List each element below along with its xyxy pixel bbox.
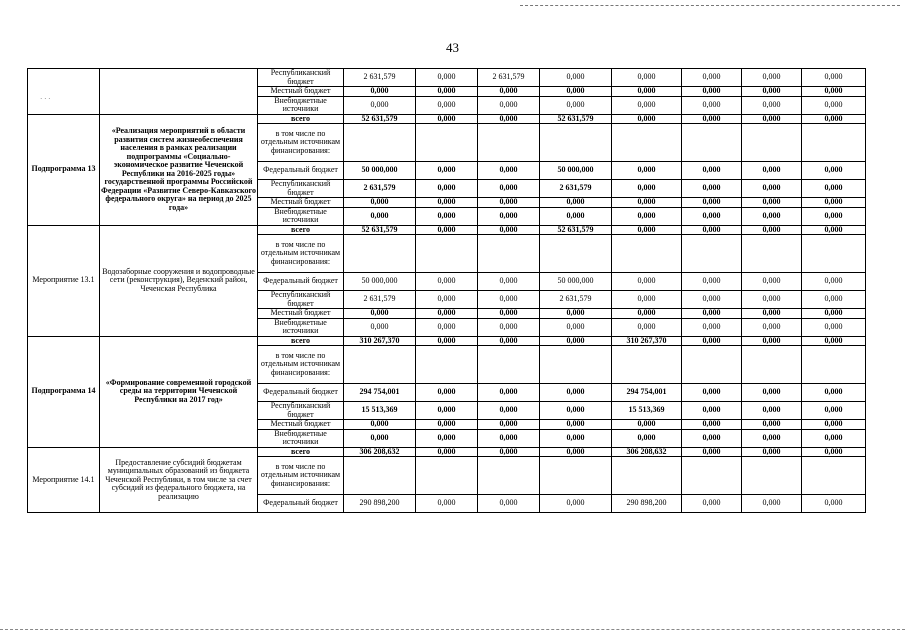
value-cell	[742, 457, 802, 495]
value-cell: 52 631,579	[344, 225, 416, 235]
value-cell: 0,000	[478, 336, 540, 346]
value-cell: 50 000,000	[540, 273, 612, 291]
value-cell: 0,000	[802, 96, 866, 114]
value-cell: 0,000	[478, 96, 540, 114]
value-cell: 0,000	[612, 207, 682, 225]
value-cell: 0,000	[478, 447, 540, 457]
value-cell: 0,000	[682, 318, 742, 336]
value-cell	[742, 235, 802, 273]
value-cell: 0,000	[802, 180, 866, 198]
source-cell-republic: Республиканский бюджет	[258, 69, 344, 87]
source-cell-total: всего	[258, 447, 344, 457]
source-cell-local: Местный бюджет	[258, 420, 344, 430]
value-cell: 0,000	[742, 69, 802, 87]
value-cell: 0,000	[742, 273, 802, 291]
value-cell: 0,000	[742, 198, 802, 208]
value-cell: 0,000	[742, 384, 802, 402]
value-cell	[478, 124, 540, 162]
page-number: 43	[446, 40, 459, 55]
value-cell: 0,000	[478, 162, 540, 180]
value-cell: 2 631,579	[540, 180, 612, 198]
value-cell: 0,000	[416, 198, 478, 208]
value-cell: 0,000	[802, 402, 866, 420]
value-cell: 0,000	[682, 96, 742, 114]
table-body	[28, 69, 866, 513]
source-cell-federal: Федеральный бюджет	[258, 273, 344, 291]
value-cell: 0,000	[682, 180, 742, 198]
source-cell-incl: в том числе по отдельным источникам финансирования:	[258, 124, 344, 162]
value-cell	[540, 457, 612, 495]
value-cell: 2 631,579	[344, 69, 416, 87]
value-cell: 0,000	[742, 495, 802, 513]
value-cell: 0,000	[344, 420, 416, 430]
value-cell: 290 898,200	[612, 495, 682, 513]
value-cell: 0,000	[540, 87, 612, 97]
value-cell: 0,000	[612, 69, 682, 87]
value-cell: 0,000	[802, 114, 866, 124]
budget-table	[27, 68, 866, 513]
value-cell: 0,000	[416, 309, 478, 319]
value-cell: 0,000	[612, 198, 682, 208]
value-cell: 0,000	[540, 402, 612, 420]
value-cell: 0,000	[612, 429, 682, 447]
value-cell: 0,000	[802, 420, 866, 430]
value-cell: 0,000	[416, 180, 478, 198]
value-cell: 0,000	[802, 87, 866, 97]
value-cell: 0,000	[416, 420, 478, 430]
value-cell: 0,000	[344, 198, 416, 208]
value-cell: 0,000	[802, 309, 866, 319]
value-cell: 2 631,579	[478, 69, 540, 87]
value-cell: 50 000,000	[344, 273, 416, 291]
row-code-cell: Подпрограмма 14	[28, 336, 100, 447]
value-cell: 0,000	[540, 429, 612, 447]
value-cell: 310 267,370	[344, 336, 416, 346]
value-cell: 0,000	[478, 207, 540, 225]
value-cell	[612, 124, 682, 162]
source-cell-total: всего	[258, 114, 344, 124]
value-cell: 0,000	[682, 402, 742, 420]
source-cell-republic: Республиканский бюджет	[258, 402, 344, 420]
value-cell: 0,000	[802, 207, 866, 225]
source-cell-federal: Федеральный бюджет	[258, 495, 344, 513]
value-cell: 0,000	[344, 96, 416, 114]
source-cell-total: всего	[258, 336, 344, 346]
value-cell: 0,000	[682, 87, 742, 97]
value-cell: 0,000	[344, 87, 416, 97]
value-cell	[682, 346, 742, 384]
value-cell: 294 754,001	[344, 384, 416, 402]
scan-top-line	[520, 5, 900, 6]
value-cell	[682, 124, 742, 162]
value-cell: 0,000	[344, 318, 416, 336]
table-row	[28, 69, 866, 87]
value-cell: 0,000	[540, 198, 612, 208]
value-cell	[612, 457, 682, 495]
value-cell: 0,000	[682, 429, 742, 447]
value-cell: 50 000,000	[540, 162, 612, 180]
value-cell: 0,000	[742, 402, 802, 420]
value-cell: 0,000	[416, 336, 478, 346]
row-code-cell: Подпрограмма 13	[28, 114, 100, 225]
source-cell-extra: Внебюджетные источники	[258, 207, 344, 225]
value-cell: 0,000	[416, 495, 478, 513]
value-cell: 0,000	[742, 447, 802, 457]
value-cell: 15 513,369	[612, 402, 682, 420]
value-cell: 0,000	[682, 495, 742, 513]
value-cell: 0,000	[612, 96, 682, 114]
value-cell: 0,000	[540, 384, 612, 402]
value-cell: 2 631,579	[344, 291, 416, 309]
value-cell: 52 631,579	[344, 114, 416, 124]
value-cell: 0,000	[416, 273, 478, 291]
value-cell	[612, 346, 682, 384]
value-cell: 0,000	[802, 198, 866, 208]
value-cell: 0,000	[612, 87, 682, 97]
value-cell: 0,000	[682, 336, 742, 346]
value-cell: 0,000	[612, 180, 682, 198]
value-cell: 0,000	[682, 447, 742, 457]
value-cell: 0,000	[682, 207, 742, 225]
value-cell: 0,000	[742, 429, 802, 447]
source-cell-republic: Республиканский бюджет	[258, 291, 344, 309]
source-cell-local: Местный бюджет	[258, 87, 344, 97]
value-cell: 0,000	[416, 384, 478, 402]
value-cell: 0,000	[682, 162, 742, 180]
scan-specks: · · ·	[40, 95, 51, 103]
value-cell	[344, 124, 416, 162]
value-cell: 0,000	[742, 96, 802, 114]
value-cell: 0,000	[682, 273, 742, 291]
value-cell: 0,000	[478, 420, 540, 430]
source-cell-extra: Внебюджетные источники	[258, 96, 344, 114]
value-cell: 0,000	[540, 495, 612, 513]
value-cell: 0,000	[478, 87, 540, 97]
value-cell: 0,000	[802, 429, 866, 447]
value-cell: 0,000	[612, 291, 682, 309]
value-cell: 0,000	[478, 291, 540, 309]
value-cell: 52 631,579	[540, 114, 612, 124]
value-cell: 0,000	[478, 273, 540, 291]
row-name-cell: «Реализация мероприятий в области развития систем жизнеобеспечения населения в рамках реализации подпрограммы «Социально-экономическое развитие Чеченской Республики на 2016-2025 годы» государственной программы Российской Федерации «Развитие Северо-Кавказского федерального округа» на период до 2025 года»	[100, 114, 258, 225]
value-cell: 0,000	[682, 309, 742, 319]
value-cell: 306 208,632	[612, 447, 682, 457]
value-cell: 0,000	[478, 180, 540, 198]
source-cell-local: Местный бюджет	[258, 198, 344, 208]
value-cell: 0,000	[416, 318, 478, 336]
value-cell: 0,000	[802, 162, 866, 180]
value-cell: 0,000	[540, 336, 612, 346]
value-cell	[478, 457, 540, 495]
value-cell: 294 754,001	[612, 384, 682, 402]
value-cell: 0,000	[802, 225, 866, 235]
value-cell	[478, 346, 540, 384]
value-cell	[802, 235, 866, 273]
table-row	[28, 336, 866, 346]
value-cell: 0,000	[802, 318, 866, 336]
value-cell	[802, 346, 866, 384]
value-cell: 0,000	[612, 309, 682, 319]
value-cell: 0,000	[540, 96, 612, 114]
value-cell: 0,000	[416, 114, 478, 124]
row-name-cell	[100, 69, 258, 115]
value-cell: 0,000	[478, 309, 540, 319]
value-cell: 0,000	[612, 225, 682, 235]
value-cell: 0,000	[682, 114, 742, 124]
value-cell: 0,000	[478, 114, 540, 124]
value-cell: 0,000	[540, 69, 612, 87]
value-cell: 0,000	[612, 420, 682, 430]
value-cell	[540, 235, 612, 273]
value-cell	[742, 346, 802, 384]
value-cell	[540, 346, 612, 384]
value-cell	[416, 457, 478, 495]
value-cell	[344, 457, 416, 495]
value-cell: 0,000	[478, 495, 540, 513]
value-cell: 0,000	[682, 198, 742, 208]
value-cell: 0,000	[416, 87, 478, 97]
value-cell	[802, 457, 866, 495]
value-cell: 52 631,579	[540, 225, 612, 235]
value-cell: 0,000	[478, 384, 540, 402]
scan-bottom-line	[0, 629, 905, 630]
value-cell: 0,000	[802, 495, 866, 513]
table-row	[28, 114, 866, 124]
value-cell: 2 631,579	[344, 180, 416, 198]
value-cell: 0,000	[742, 318, 802, 336]
value-cell: 0,000	[344, 207, 416, 225]
row-code-cell: Мероприятие 14.1	[28, 447, 100, 513]
value-cell: 0,000	[540, 309, 612, 319]
value-cell: 15 513,369	[344, 402, 416, 420]
value-cell: 0,000	[416, 162, 478, 180]
row-code-cell: Мероприятие 13.1	[28, 225, 100, 336]
value-cell: 0,000	[742, 114, 802, 124]
source-cell-incl: в том числе по отдельным источникам финансирования:	[258, 346, 344, 384]
value-cell: 0,000	[742, 309, 802, 319]
value-cell: 0,000	[540, 420, 612, 430]
value-cell	[416, 124, 478, 162]
source-cell-total: всего	[258, 225, 344, 235]
value-cell: 0,000	[478, 225, 540, 235]
value-cell: 0,000	[802, 447, 866, 457]
row-name-cell: «Формирование современной городской среды на территории Чеченской Республики на 2017 год»	[100, 336, 258, 447]
source-cell-incl: в том числе по отдельным источникам финансирования:	[258, 457, 344, 495]
value-cell	[416, 346, 478, 384]
value-cell: 0,000	[416, 429, 478, 447]
value-cell: 0,000	[742, 87, 802, 97]
value-cell: 0,000	[416, 402, 478, 420]
source-cell-republic: Республиканский бюджет	[258, 180, 344, 198]
value-cell	[344, 235, 416, 273]
row-name-cell: Предоставление субсидий бюджетам муниципальных образований из бюджета Чеченской Республики, в том числе за счет субсидий из федерального бюджета, на реализацию	[100, 447, 258, 513]
table-row	[28, 447, 866, 457]
value-cell: 0,000	[540, 207, 612, 225]
source-cell-incl: в том числе по отдельным источникам финансирования:	[258, 235, 344, 273]
value-cell: 0,000	[416, 69, 478, 87]
value-cell: 0,000	[416, 207, 478, 225]
value-cell: 310 267,370	[612, 336, 682, 346]
row-code-cell	[28, 69, 100, 115]
value-cell: 0,000	[612, 273, 682, 291]
source-cell-federal: Федеральный бюджет	[258, 162, 344, 180]
value-cell: 0,000	[802, 384, 866, 402]
value-cell: 306 208,632	[344, 447, 416, 457]
source-cell-extra: Внебюджетные источники	[258, 429, 344, 447]
source-cell-extra: Внебюджетные источники	[258, 318, 344, 336]
value-cell	[682, 235, 742, 273]
value-cell	[344, 346, 416, 384]
value-cell: 0,000	[682, 384, 742, 402]
value-cell	[478, 235, 540, 273]
value-cell: 0,000	[344, 429, 416, 447]
value-cell	[742, 124, 802, 162]
value-cell: 0,000	[478, 318, 540, 336]
row-name-cell: Водозаборные сооружения и водопроводные сети (реконструкция), Веденский район, Чеченская Республика	[100, 225, 258, 336]
value-cell: 0,000	[344, 309, 416, 319]
value-cell	[682, 457, 742, 495]
value-cell: 0,000	[742, 420, 802, 430]
value-cell: 0,000	[416, 225, 478, 235]
value-cell: 0,000	[742, 162, 802, 180]
value-cell: 0,000	[802, 291, 866, 309]
value-cell: 0,000	[682, 420, 742, 430]
value-cell: 0,000	[540, 447, 612, 457]
value-cell	[416, 235, 478, 273]
value-cell: 0,000	[612, 162, 682, 180]
value-cell: 0,000	[416, 447, 478, 457]
value-cell: 0,000	[742, 225, 802, 235]
value-cell: 0,000	[478, 429, 540, 447]
value-cell: 0,000	[612, 114, 682, 124]
value-cell	[612, 235, 682, 273]
value-cell: 0,000	[416, 291, 478, 309]
value-cell: 290 898,200	[344, 495, 416, 513]
value-cell	[540, 124, 612, 162]
value-cell	[802, 124, 866, 162]
value-cell: 0,000	[540, 318, 612, 336]
value-cell: 2 631,579	[540, 291, 612, 309]
table-row	[28, 225, 866, 235]
value-cell: 0,000	[416, 96, 478, 114]
value-cell: 0,000	[682, 291, 742, 309]
value-cell: 0,000	[478, 198, 540, 208]
value-cell: 0,000	[742, 291, 802, 309]
value-cell: 0,000	[802, 336, 866, 346]
value-cell: 0,000	[742, 180, 802, 198]
value-cell: 0,000	[742, 207, 802, 225]
value-cell: 0,000	[478, 402, 540, 420]
value-cell: 0,000	[612, 318, 682, 336]
value-cell: 50 000,000	[344, 162, 416, 180]
value-cell: 0,000	[802, 69, 866, 87]
value-cell: 0,000	[802, 273, 866, 291]
source-cell-federal: Федеральный бюджет	[258, 384, 344, 402]
source-cell-local: Местный бюджет	[258, 309, 344, 319]
value-cell: 0,000	[682, 225, 742, 235]
value-cell: 0,000	[682, 69, 742, 87]
value-cell: 0,000	[742, 336, 802, 346]
